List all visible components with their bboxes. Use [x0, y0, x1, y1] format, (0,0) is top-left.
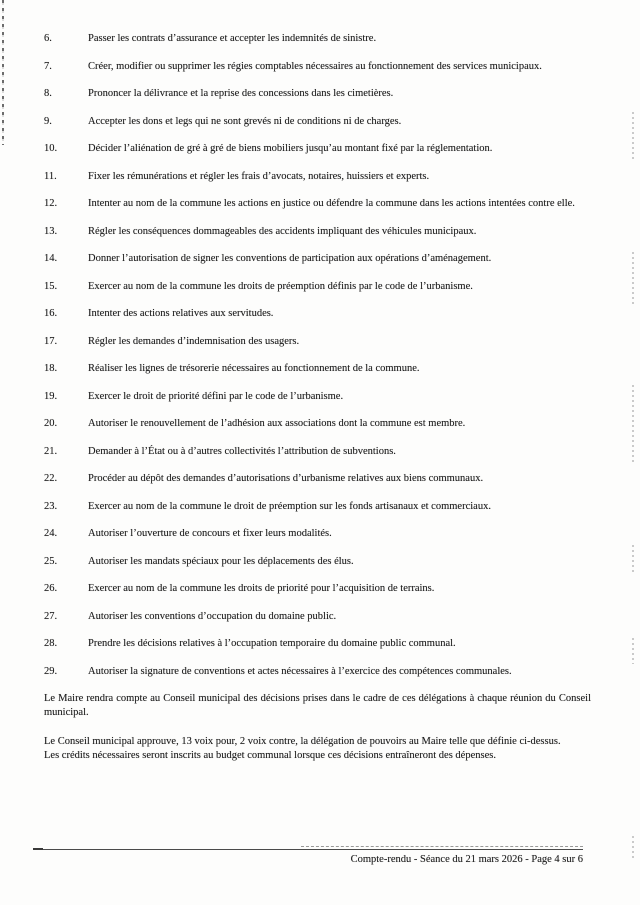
- footer-rule: [33, 849, 583, 850]
- item-number: 27.: [44, 610, 58, 622]
- item-number: 8.: [44, 88, 52, 99]
- list-item: [44, 390, 591, 404]
- item-text: Décider l’aliénation de gré à gré de biens mobiliers jusqu’au montant fixé par la réglementation.: [88, 143, 493, 154]
- scan-artifact-left-edge: [2, 0, 4, 145]
- list-item: [44, 197, 591, 211]
- list-item: [44, 170, 591, 184]
- scan-speck: [632, 836, 634, 860]
- item-number: 25.: [44, 555, 58, 567]
- item-text: Autoriser les mandats spéciaux pour les déplacements des élus.: [88, 555, 354, 567]
- item-number: 21.: [44, 445, 58, 457]
- item-text: Régler les conséquences dommageables des accidents impliquant des véhicules municipaux.: [88, 225, 477, 237]
- item-text: Procéder au dépôt des demandes d’autorisations d’urbanisme relatives aux biens communaux.: [88, 473, 484, 484]
- item-number: 6.: [44, 33, 52, 44]
- item-text: Donner l’autorisation de signer les conventions de participation aux opérations d’aménagement.: [88, 253, 492, 264]
- closing-paragraphs: [44, 692, 591, 762]
- item-text: Régler les demandes d’indemnisation des usagers.: [88, 335, 300, 347]
- list-item: [44, 307, 591, 321]
- item-number: 17.: [44, 335, 58, 347]
- item-text: Exercer au nom de la commune le droit de préemption sur les fonds artisanaux et commerciaux.: [88, 500, 491, 512]
- item-text: Intenter au nom de la commune les actions en justice ou défendre la commune dans les actions intentées contre elle.: [88, 198, 575, 209]
- item-number: 16.: [44, 308, 58, 319]
- scan-speck: [632, 112, 634, 162]
- list-item: [44, 335, 591, 349]
- list-item: [44, 280, 591, 294]
- list-item: [44, 115, 591, 129]
- list-item: [44, 60, 591, 74]
- list-item: [44, 32, 591, 46]
- item-number: 26.: [44, 583, 58, 594]
- list-item: [44, 142, 591, 156]
- item-number: 28.: [44, 638, 58, 649]
- item-text: Autoriser l’ouverture de concours et fixer leurs modalités.: [88, 528, 332, 539]
- item-number: 12.: [44, 198, 58, 209]
- list-item: [44, 417, 591, 431]
- footer-rule-dash-artifact: [301, 846, 583, 847]
- list-item: [44, 445, 591, 459]
- item-text: Exercer le droit de priorité défini par le code de l’urbanisme.: [88, 390, 344, 402]
- item-number: 29.: [44, 665, 58, 677]
- closing-paragraph: Le Maire rendra compte au Conseil municipal des décisions prises dans le cadre de ces délégations à chaque réunion du Conseil municipal.: [44, 693, 591, 718]
- item-text: Autoriser le renouvellement de l’adhésion aux associations dont la commune est membre.: [88, 418, 466, 429]
- item-text: Exercer au nom de la commune les droits de préemption définis par le code de l’urbanisme.: [88, 280, 473, 292]
- item-text: Exercer au nom de la commune les droits de priorité pour l’acquisition de terrains.: [88, 583, 435, 594]
- item-text: Intenter des actions relatives aux servitudes.: [88, 308, 274, 319]
- list-item: [44, 555, 591, 569]
- list-item: [44, 637, 591, 651]
- item-number: 24.: [44, 528, 58, 539]
- item-text: Accepter les dons et legs qui ne sont grevés ni de conditions ni de charges.: [88, 115, 402, 127]
- item-number: 23.: [44, 500, 58, 512]
- item-number: 7.: [44, 60, 52, 72]
- footer-rule-tip-artifact: [33, 848, 43, 850]
- scan-speck: [632, 385, 634, 465]
- item-number: 10.: [44, 143, 58, 154]
- item-text: Passer les contrats d’assurance et accepter les indemnités de sinistre.: [88, 33, 377, 44]
- item-number: 11.: [44, 170, 57, 182]
- list-item: [44, 610, 591, 624]
- list-item: [44, 87, 591, 101]
- list-item: [44, 527, 591, 541]
- item-text: Réaliser les lignes de trésorerie nécessaires au fonctionnement de la commune.: [88, 363, 420, 374]
- item-number: 15.: [44, 280, 58, 292]
- list-item: [44, 500, 591, 514]
- item-number: 14.: [44, 253, 58, 264]
- list-item: [44, 582, 591, 596]
- item-number: 9.: [44, 115, 52, 127]
- item-text: Créer, modifier ou supprimer les régies comptables nécessaires au fonctionnement des services municipaux.: [88, 60, 542, 72]
- page-footer: [33, 849, 583, 866]
- item-number: 18.: [44, 363, 58, 374]
- scan-speck: [632, 638, 634, 664]
- list-item: [44, 225, 591, 239]
- item-number: 13.: [44, 225, 58, 237]
- scan-artifact-right-edge: [631, 0, 634, 905]
- item-number: 19.: [44, 390, 58, 402]
- item-text: Demander à l’État ou à d’autres collectivités l’attribution de subventions.: [88, 445, 396, 457]
- item-text: Prononcer la délivrance et la reprise des concessions dans les cimetières.: [88, 88, 394, 99]
- list-item: [44, 472, 591, 486]
- item-number: 22.: [44, 473, 58, 484]
- item-text: Autoriser les conventions d’occupation du domaine public.: [88, 610, 337, 622]
- item-text: Prendre les décisions relatives à l’occupation temporaire du domaine public communal.: [88, 638, 456, 649]
- scan-speck: [632, 545, 634, 575]
- item-text: Autoriser la signature de conventions et actes nécessaires à l’exercice des compétences communales.: [88, 665, 512, 677]
- closing-paragraph: Les crédits nécessaires seront inscrits au budget communal lorsque ces décisions entraîneront des dépenses.: [44, 749, 496, 761]
- scan-speck: [632, 252, 634, 304]
- list-item: [44, 665, 591, 679]
- footer-text: Compte-rendu - Séance du 21 mars 2026 - Page 4 sur 6: [350, 854, 583, 865]
- item-number: 20.: [44, 418, 58, 429]
- list-item: [44, 252, 591, 266]
- document-body: [44, 32, 591, 762]
- delegation-list: [44, 32, 591, 678]
- list-item: [44, 362, 591, 376]
- closing-paragraph: Le Conseil municipal approuve, 13 voix pour, 2 voix contre, la délégation de pouvoirs au Maire telle que définie ci-dessus.: [44, 736, 561, 747]
- item-text: Fixer les rémunérations et régler les frais d’avocats, notaires, huissiers et experts.: [88, 170, 430, 182]
